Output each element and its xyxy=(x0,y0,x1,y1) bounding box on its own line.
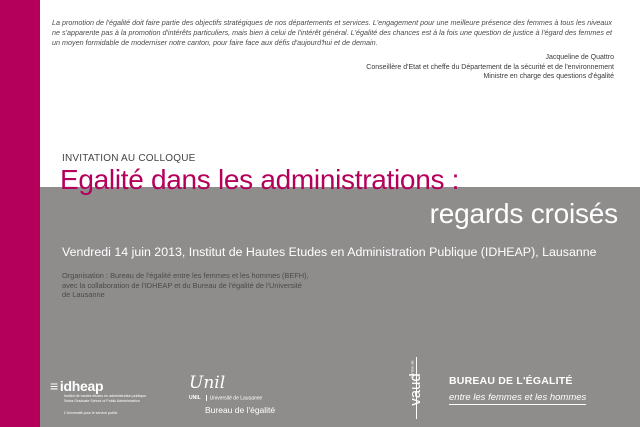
unil-long: Université de Lausanne xyxy=(209,395,263,402)
page-subtitle: regards croisés xyxy=(429,198,618,229)
idheap-tagline: L'Université pour le service public xyxy=(64,411,118,415)
accent-bar xyxy=(0,0,40,427)
vaud-wordmark: vaud xyxy=(406,373,424,406)
vaud-canton-label: Canton de xyxy=(409,360,415,379)
organisation-line-3: de Lausanne xyxy=(62,290,105,300)
idheap-english-name: Swiss Graduate School of Public Administration xyxy=(64,398,140,403)
idheap-wordmark: idheap xyxy=(59,378,104,394)
idheap-equals-icon: ≡ xyxy=(50,378,58,394)
invitation-label: INVITATION AU COLLOQUE xyxy=(62,153,196,164)
event-details: Vendredi 14 juin 2013, Institut de Hautes Etudes en Administration Publique (IDHEAP), Lausanne xyxy=(62,245,597,259)
unil-script-mark: Unil xyxy=(189,373,226,393)
page-title: Egalité dans les administrations : xyxy=(60,164,460,195)
organisation-text xyxy=(62,271,362,300)
signature-role: Conseillère d'Etat et cheffe du Département de la sécurité et de l'environnement xyxy=(366,63,614,71)
vaud-logo xyxy=(406,357,443,419)
signature-role2: Ministre en charge des questions d'égalité xyxy=(483,73,614,80)
idheap-logo xyxy=(50,378,160,418)
befh-subtitle: entre les femmes et les hommes xyxy=(449,392,587,403)
signature-name: Jacqueline de Quattro xyxy=(545,54,614,61)
unil-separator xyxy=(206,395,207,401)
signature-block xyxy=(366,53,614,82)
unil-short: UNIL xyxy=(189,395,201,402)
idheap-fullname: Institut de hautes études en administration publique xyxy=(64,394,147,398)
befh-logo xyxy=(449,375,619,405)
organisation-line-2: avec la collaboration de l'IDHEAP et du Bureau de l'égalité de l'Université xyxy=(62,280,302,290)
unil-bureau: Bureau de l'égalité xyxy=(205,405,276,415)
quote-text: La promotion de l'égalité doit faire partie des objectifs stratégiques de nos départements et services. L'engagement pour une meilleure présence des femmes à tous les niveaux ne s'apparente pas à la promotion d'intérêts particuliers, mais bien à celui de l'intérêt général. L'égalité des chances est à la fois une question de justice à l'égard des femmes et un moyen formidable de moderniser notre canton, pour faire face aux défis d'aujourd'hui et de demain. xyxy=(52,18,612,47)
organisation-line-1: Organisation : Bureau de l'égalité entre les femmes et les hommes (BEFH), xyxy=(62,271,309,280)
befh-title: BUREAU DE L'ÉGALITÉ xyxy=(449,375,573,387)
unil-logo xyxy=(185,373,295,421)
